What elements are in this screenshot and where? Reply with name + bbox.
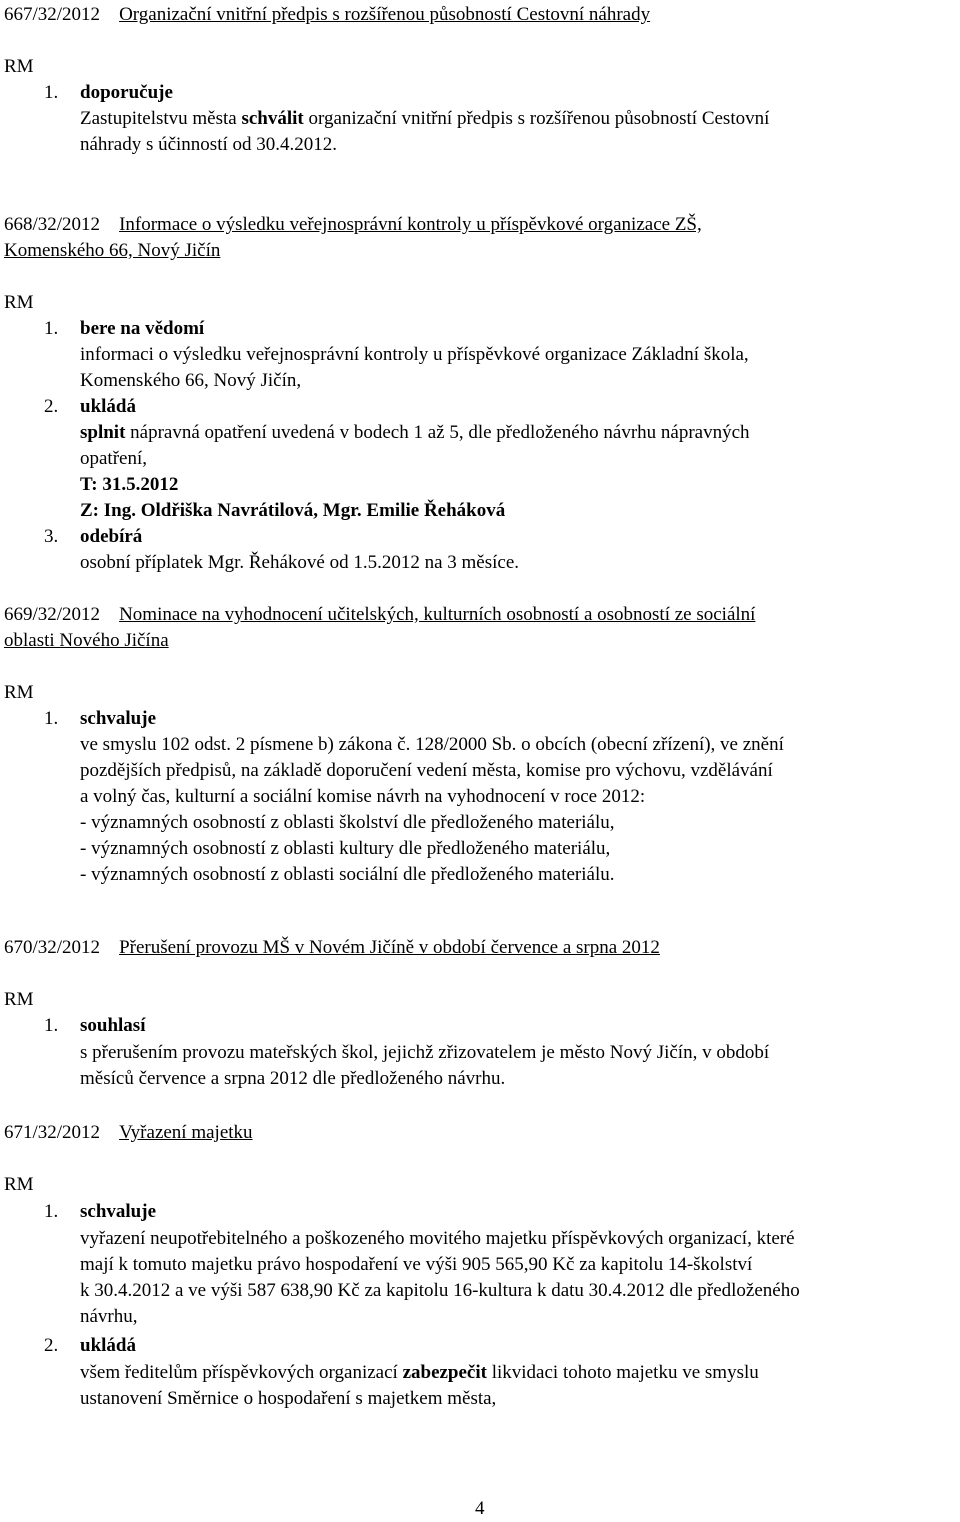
resolution-subject-cont: oblasti Nového Jičína: [4, 630, 169, 651]
item-header: [44, 1013, 146, 1039]
item-header: [44, 80, 173, 106]
resolution-heading: [4, 602, 755, 628]
item-index: 1.: [44, 708, 59, 729]
item-text-line: náhrady s účinností od 30.4.2012.: [80, 134, 338, 155]
item-index: 2.: [44, 396, 59, 417]
item-verb: schvaluje: [80, 1201, 156, 1222]
item-index: 1.: [44, 1201, 59, 1222]
item-text-line: měsíců července a srpna 2012 dle předloženého návrhu.: [80, 1068, 506, 1089]
item-text-line: ve smyslu 102 odst. 2 písmene b) zákona č. 128/2000 Sb. o obcích (obecní zřízení), ve znění: [80, 734, 784, 755]
body-label: RM: [4, 1174, 34, 1195]
item-index: 1.: [44, 82, 59, 103]
resolution-heading: [4, 2, 650, 28]
resolution-subject: Nominace na vyhodnocení učitelských, kulturních osobností a osobností ze sociální: [119, 604, 756, 625]
body-label: RM: [4, 989, 34, 1010]
item-header: [44, 394, 136, 420]
resolution-subject: Organizační vnitřní předpis s rozšířenou působností Cestovní náhrady: [119, 4, 651, 25]
deadline: T: 31.5.2012: [80, 474, 179, 495]
item-text-line: pozdějších předpisů, na základě doporučení vedení města, komise pro výchovu, vzdělávání: [80, 760, 773, 781]
item-text-line: informaci o výsledku veřejnosprávní kontroly u příspěvkové organizace Základní škola,: [80, 344, 749, 365]
resolution-number: 667/32/2012: [4, 4, 101, 25]
resolution-heading: [4, 1120, 253, 1146]
resolution-subject: Informace o výsledku veřejnosprávní kontroly u příspěvkové organizace ZŠ,: [119, 214, 702, 235]
resolution-number: 671/32/2012: [4, 1122, 101, 1143]
item-verb: odebírá: [80, 526, 143, 547]
item-verb: schvaluje: [80, 708, 156, 729]
item-text-line: vyřazení neupotřebitelného a poškozeného movitého majetku příspěvkových organizací, které: [80, 1228, 795, 1249]
item-text-line: Zastupitelstvu města schválit organizační vnitřní předpis s rozšířenou působností Cestovní: [80, 108, 770, 129]
resolution-heading: [4, 935, 660, 961]
item-header: [44, 316, 205, 342]
item-text-line: a volný čas, kulturní a sociální komise návrh na vyhodnocení v roce 2012:: [80, 786, 646, 807]
item-header: [44, 524, 143, 550]
item-text-line: opatření,: [80, 448, 148, 469]
responsible: Z: Ing. Oldřiška Navrátilová, Mgr. Emilie Řeháková: [80, 500, 506, 521]
item-header: [44, 1199, 156, 1225]
resolution-subject: Vyřazení majetku: [119, 1122, 253, 1143]
item-verb: doporučuje: [80, 82, 173, 103]
body-label: RM: [4, 682, 34, 703]
body-label: RM: [4, 56, 34, 77]
item-text-line: splnit nápravná opatření uvedená v bodech 1 až 5, dle předloženého návrhu nápravných: [80, 422, 750, 443]
resolution-subject: Přerušení provozu MŠ v Novém Jičíně v období července a srpna 2012: [119, 937, 660, 958]
item-verb: souhlasí: [80, 1015, 146, 1036]
item-verb: ukládá: [80, 396, 136, 417]
item-text-line: Komenského 66, Nový Jičín,: [80, 370, 302, 391]
resolution-number: 669/32/2012: [4, 604, 101, 625]
item-index: 2.: [44, 1335, 59, 1356]
item-text-line: - významných osobností z oblasti kultury dle předloženého materiálu,: [80, 838, 611, 859]
item-text-line: návrhu,: [80, 1306, 138, 1327]
body-label: RM: [4, 292, 34, 313]
item-index: 1.: [44, 318, 59, 339]
item-verb: bere na vědomí: [80, 318, 205, 339]
item-text-line: k 30.4.2012 a ve výši 587 638,90 Kč za kapitolu 16-kultura k datu 30.4.2012 dle předloženého: [80, 1280, 800, 1301]
resolution-subject-cont: Komenského 66, Nový Jičín: [4, 240, 221, 261]
item-text-line: osobní příplatek Mgr. Řehákové od 1.5.2012 na 3 měsíce.: [80, 552, 520, 573]
resolution-heading: [4, 212, 702, 238]
item-text-line: s přerušením provozu mateřských škol, jejichž zřizovatelem je město Nový Jičín, v období: [80, 1042, 770, 1063]
item-text-line: - významných osobností z oblasti sociální dle předloženého materiálu.: [80, 864, 615, 885]
page-number: 4: [475, 1498, 485, 1519]
item-text-line: mají k tomuto majetku právo hospodaření ve výši 905 565,90 Kč za kapitolu 14-školství: [80, 1254, 753, 1275]
item-index: 3.: [44, 526, 59, 547]
resolution-number: 670/32/2012: [4, 937, 101, 958]
item-index: 1.: [44, 1015, 59, 1036]
item-text-line: všem ředitelům příspěvkových organizací zabezpečit likvidaci tohoto majetku ve smyslu: [80, 1362, 759, 1383]
item-text-line: ustanovení Směrnice o hospodaření s majetkem města,: [80, 1388, 497, 1409]
item-header: [44, 706, 156, 732]
item-header: [44, 1333, 136, 1359]
item-text-line: - významných osobností z oblasti školství dle předloženého materiálu,: [80, 812, 615, 833]
resolution-number: 668/32/2012: [4, 214, 101, 235]
item-verb: ukládá: [80, 1335, 136, 1356]
